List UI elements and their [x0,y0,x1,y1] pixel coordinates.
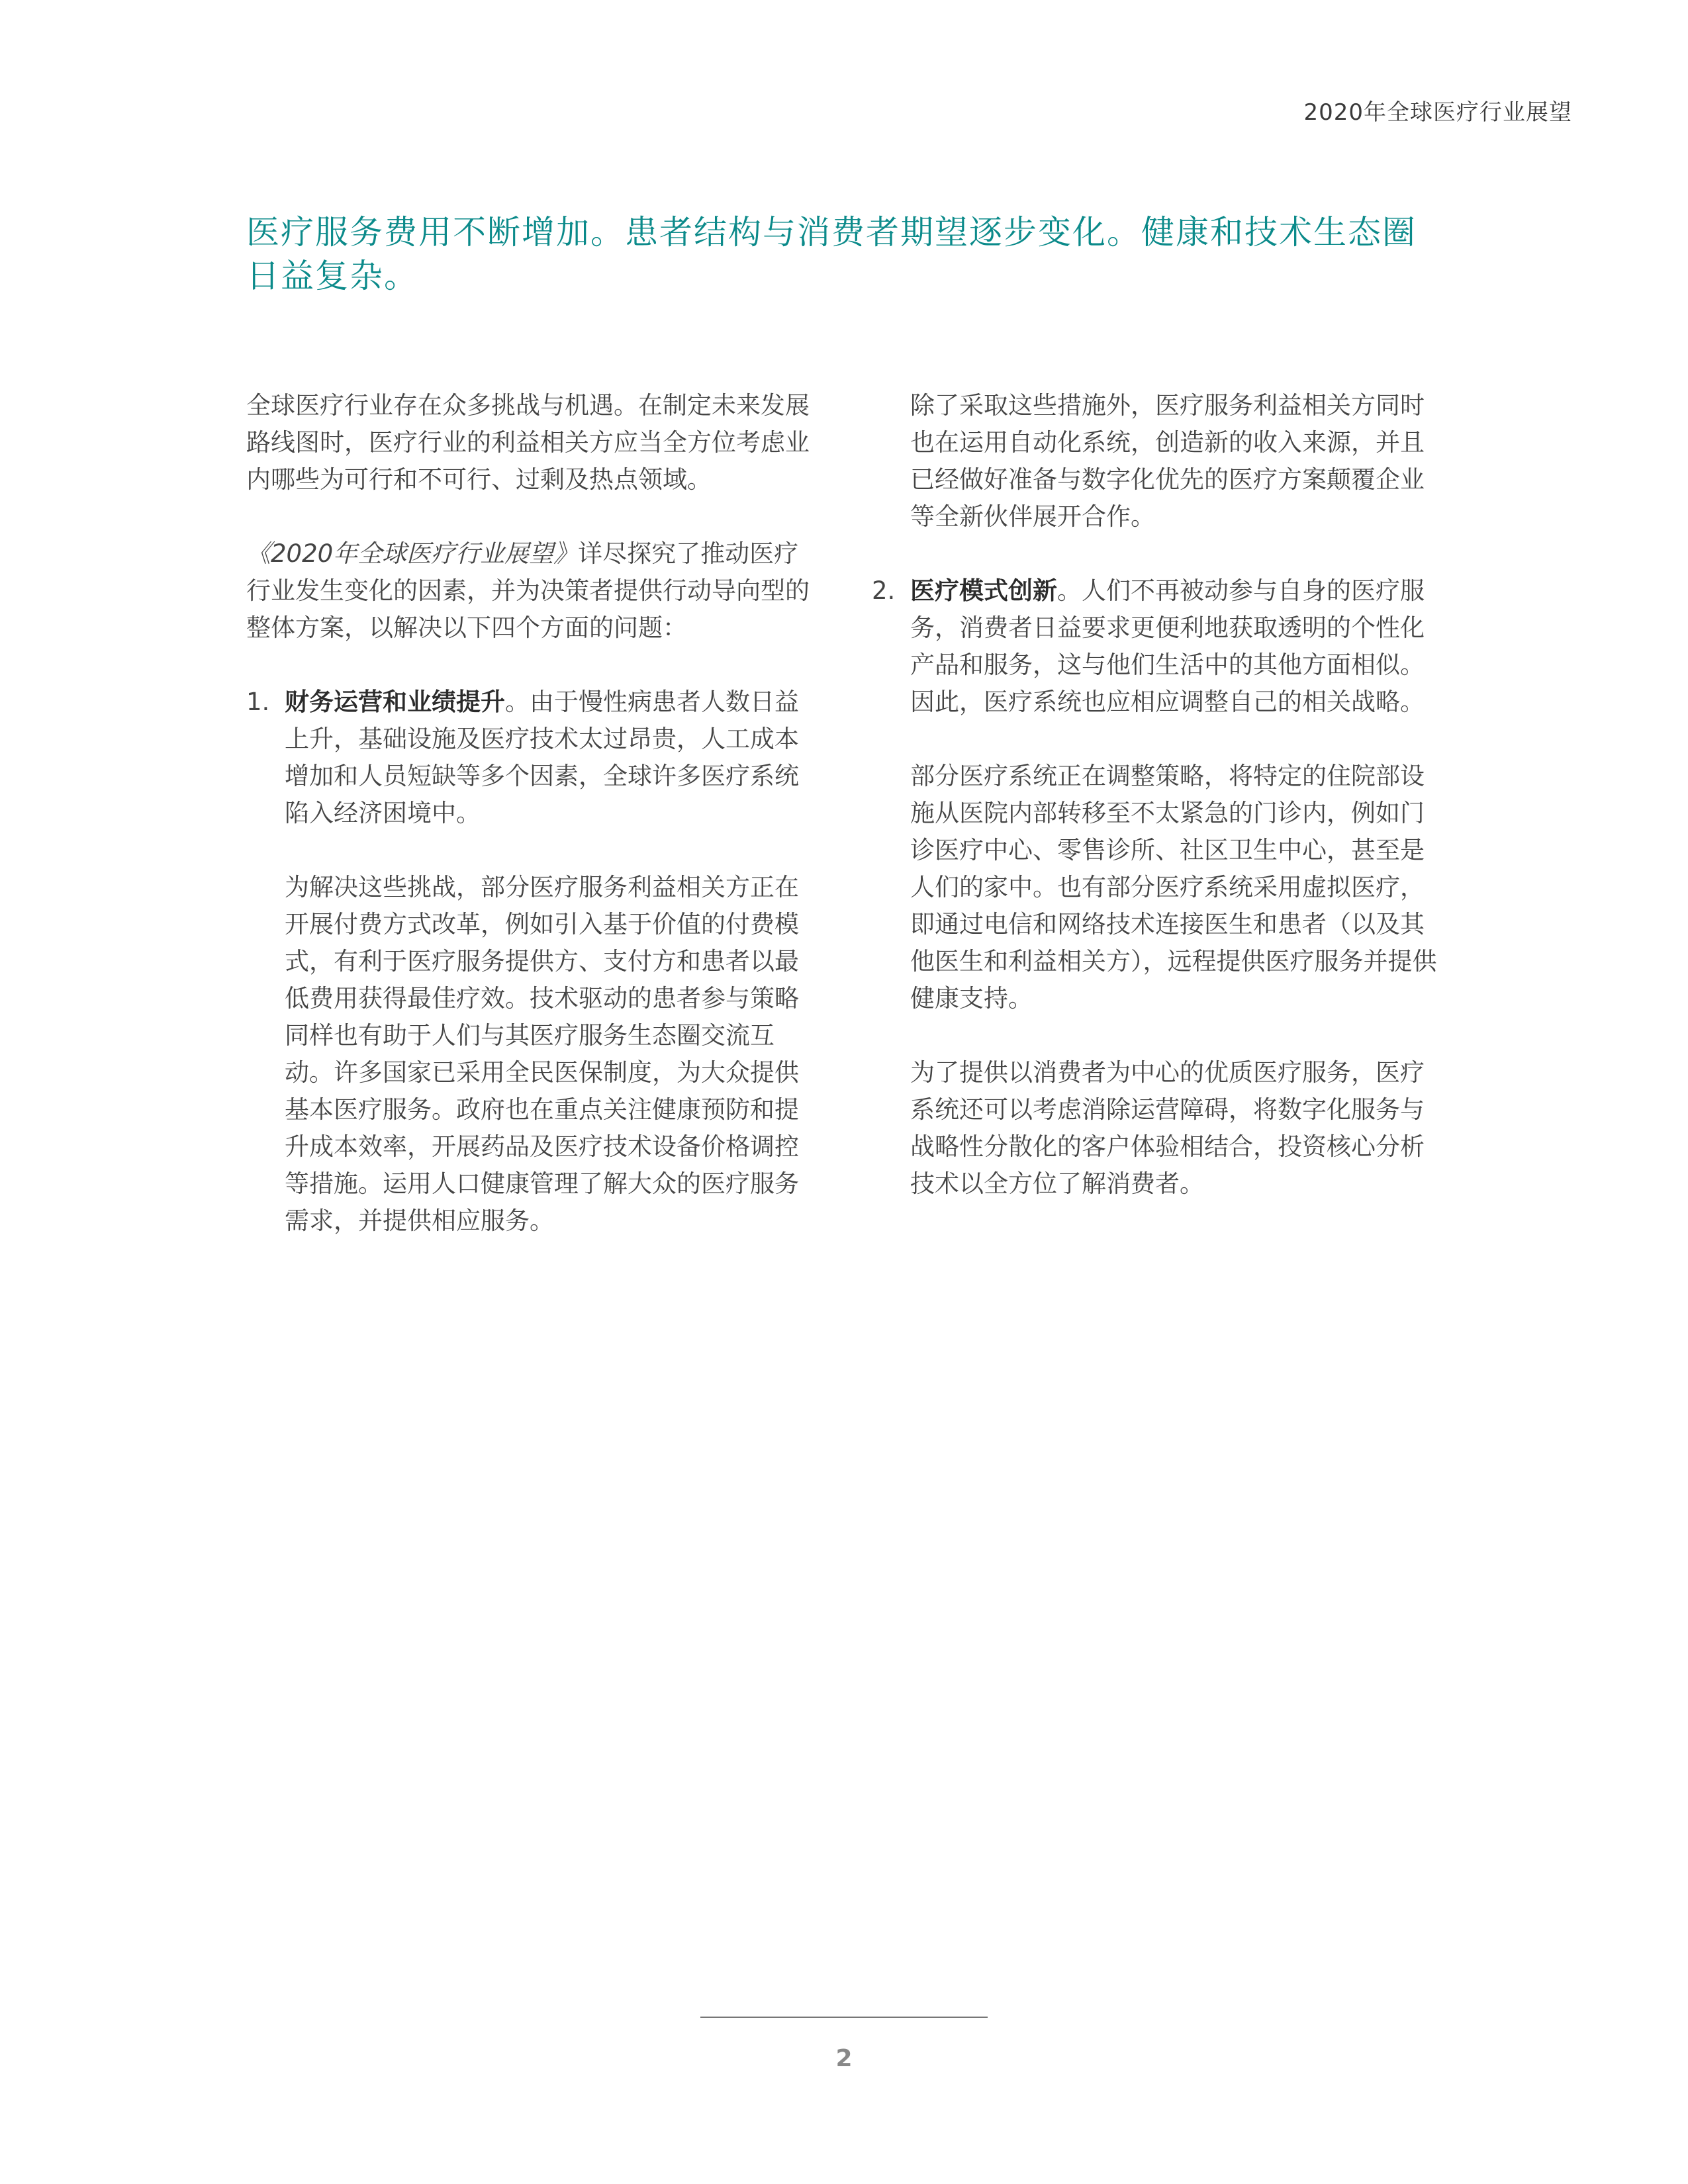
running-header-title: 2020年全球医疗行业展望 [1303,99,1572,126]
continuation-paragraph: 除了采取这些措施外，医疗服务利益相关方同时也在运用自动化系统，创造新的收入来源，并且已经做好准备与数字化优先的医疗方案颠覆企业等全新伙伴展开合作。 [910,391,1425,531]
report-paragraph [246,535,816,647]
list-item-2-paragraph [910,572,1441,721]
footer-divider [700,2017,988,2018]
list-item-2-paragraph-2: 部分医疗系统正在调整策略，将特定的住院部设施从医院内部转移至不太紧急的门诊内，例如门诊医疗中心、零售诊所、社区卫生中心，甚至是人们的家中。也有部分医疗系统采用虚拟医疗，即通过电信和网络技术连接医生和患者（以及其他医生和利益相关方），远程提供医疗服务并提供健康支持。 [910,762,1437,1013]
report-text: 详尽探究了推动医疗行业发生变化的因素，并为决策者提供行动导向型的整体方案，以解决以下四个方面的问题： [246,539,810,642]
list-item-1-text: 。由于慢性病患者人数日益上升，基础设施及医疗技术太过昂贵，人工成本增加和人员短缺等多个因素，全球许多医疗系统陷入经济困境中。 [285,688,799,827]
list-item-2-text: 。人们不再被动参与自身的医疗服务，消费者日益要求更便利地获取透明的个性化产品和服务，这与他们生活中的其他方面相似。因此，医疗系统也应相应调整自己的相关战略。 [910,576,1425,716]
intro-paragraph: 全球医疗行业存在众多挑战与机遇。在制定未来发展路线图时，医疗行业的利益相关方应当全方位考虑业内哪些为可行和不可行、过剩及热点领域。 [246,391,810,494]
list-item-2-paragraph-3: 为了提供以消费者为中心的优质医疗服务，医疗系统还可以考虑消除运营障碍，将数字化服务与战略性分散化的客户体验相结合，投资核心分析技术以全方位了解消费者。 [910,1058,1425,1198]
report-title: 《2020年全球医疗行业展望》 [246,539,579,568]
page-number: 2 [835,2045,853,2072]
list-item-1 [246,684,816,1240]
list-item-1-paragraph-2: 为解决这些挑战，部分医疗服务利益相关方正在开展付费方式改革，例如引入基于价值的付费模式，有利于医疗服务提供方、支付方和患者以最低费用获得最佳疗效。技术驱动的患者参与策略同样也有助于人们与其医疗服务生态圈交流互动。许多国家已采用全民医保制度，为大众提供基本医疗服务。政府也在重点关注健康预防和提升成本效率，开展药品及医疗技术设备价格调控等措施。运用人口健康管理了解大众的医疗服务需求，并提供相应服务。 [285,873,799,1235]
list-item-1-title: 财务运营和业绩提升 [285,688,505,716]
list-item-2 [872,572,1441,1203]
section-headline: 医疗服务费用不断增加。患者结构与消费者期望逐步变化。健康和技术生态圈日益复杂。 [246,213,1417,295]
list-item-2-title: 医疗模式创新 [910,576,1057,605]
left-column [246,387,816,1240]
right-column [872,387,1441,1203]
list-item-1-paragraph [285,684,816,832]
list-number-1: 1. [246,688,270,716]
list-item-continuation [872,387,1441,535]
list-number-2: 2. [872,576,896,605]
